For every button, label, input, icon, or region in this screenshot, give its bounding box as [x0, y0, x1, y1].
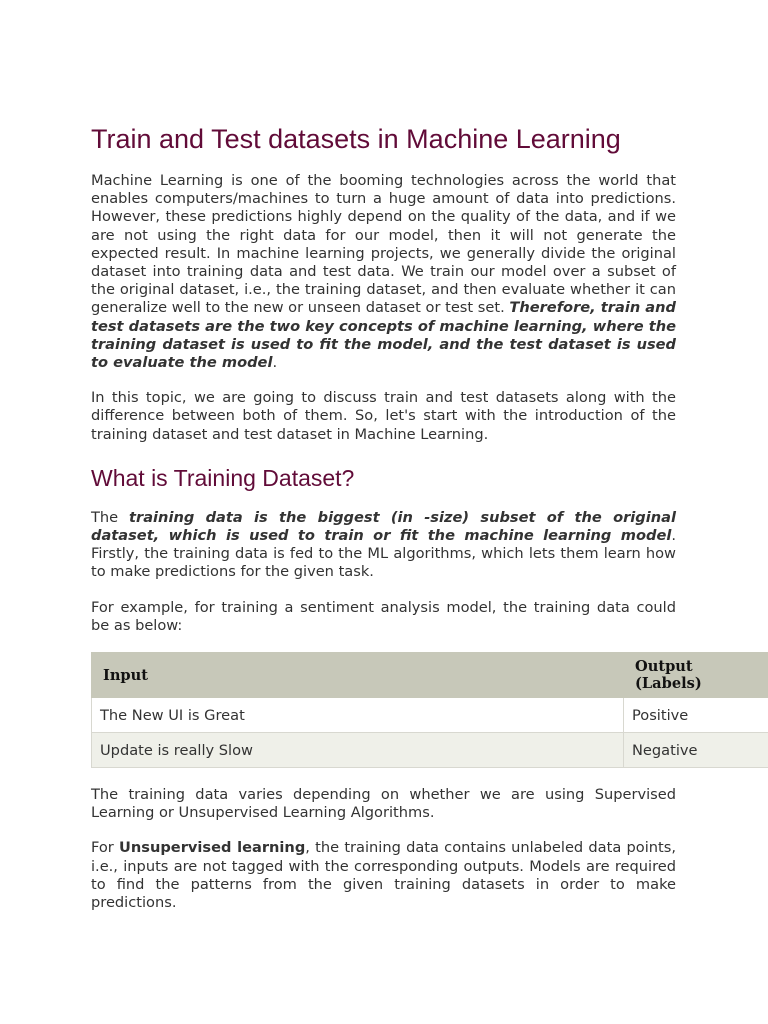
topic-paragraph: In this topic, we are going to discuss train and test datasets along with the difference between both of them. So, let's start with the introduction of the training dataset and test dataset in Machine Learning. [91, 389, 676, 443]
table-cell-input: The New UI is Great [92, 698, 624, 733]
training-data-table-wrapper [91, 652, 768, 768]
training-data-table [91, 652, 768, 768]
table-header-row [92, 653, 768, 698]
table-header-input: Input [92, 653, 624, 698]
training-text: . Firstly, the training data is fed to the ML algorithms, which lets them learn how to make predictions for the given task. [91, 527, 676, 581]
training-emphasis: training data is the biggest (in -size) subset of the original dataset, which is used to train or fit the machine learning model [91, 508, 676, 545]
article-content [91, 122, 702, 929]
unsupervised-text: , the training data contains unlabeled data points, i.e., inputs are not tagged with the corresponding outputs. Models are required to find the patterns from the given training datasets in order to make predictions. [91, 839, 676, 912]
intro-text: Machine Learning is one of the booming technologies across the world that enables computers/machines to turn a huge amount of data into predictions. However, these predictions highly depend on the quality of the data, and if we are not using the right data for our model, then it will not generate the expected result. In machine learning projects, we generally divide the original dataset into training data and test data. We train our model over a subset of the original dataset, i.e., the training dataset, and then evaluate whether it can generalize well to the new or unseen dataset or test set. [91, 172, 676, 317]
table-header-output: Output (Labels) [624, 653, 768, 698]
unsupervised-prefix: For [91, 839, 120, 857]
intro-suffix: . [272, 354, 278, 372]
table-cell-input: Update is really Slow [92, 733, 624, 768]
unsupervised-paragraph [91, 839, 676, 912]
table-cell-output: Negative [624, 733, 768, 768]
example-paragraph: For example, for training a sentiment analysis model, the training data could be as below: [91, 598, 676, 634]
intro-paragraph [91, 172, 676, 372]
intro-emphasis: Therefore, train and test datasets are the two key concepts of machine learning, where the training dataset is used to fit the model, and the test dataset is used to evaluate the model [91, 299, 676, 372]
training-paragraph [91, 509, 676, 582]
table-cell-output: Positive [624, 698, 768, 733]
unsupervised-strong: Unsupervised learning [119, 839, 306, 857]
page-title: Train and Test datasets in Machine Learning [91, 124, 621, 154]
table-row [92, 698, 768, 733]
varies-paragraph: The training data varies depending on whether we are using Supervised Learning or Unsupervised Learning Algorithms. [91, 786, 676, 822]
table-row [92, 733, 768, 768]
section-heading: What is Training Dataset? [91, 464, 355, 491]
training-prefix: The [91, 508, 130, 526]
